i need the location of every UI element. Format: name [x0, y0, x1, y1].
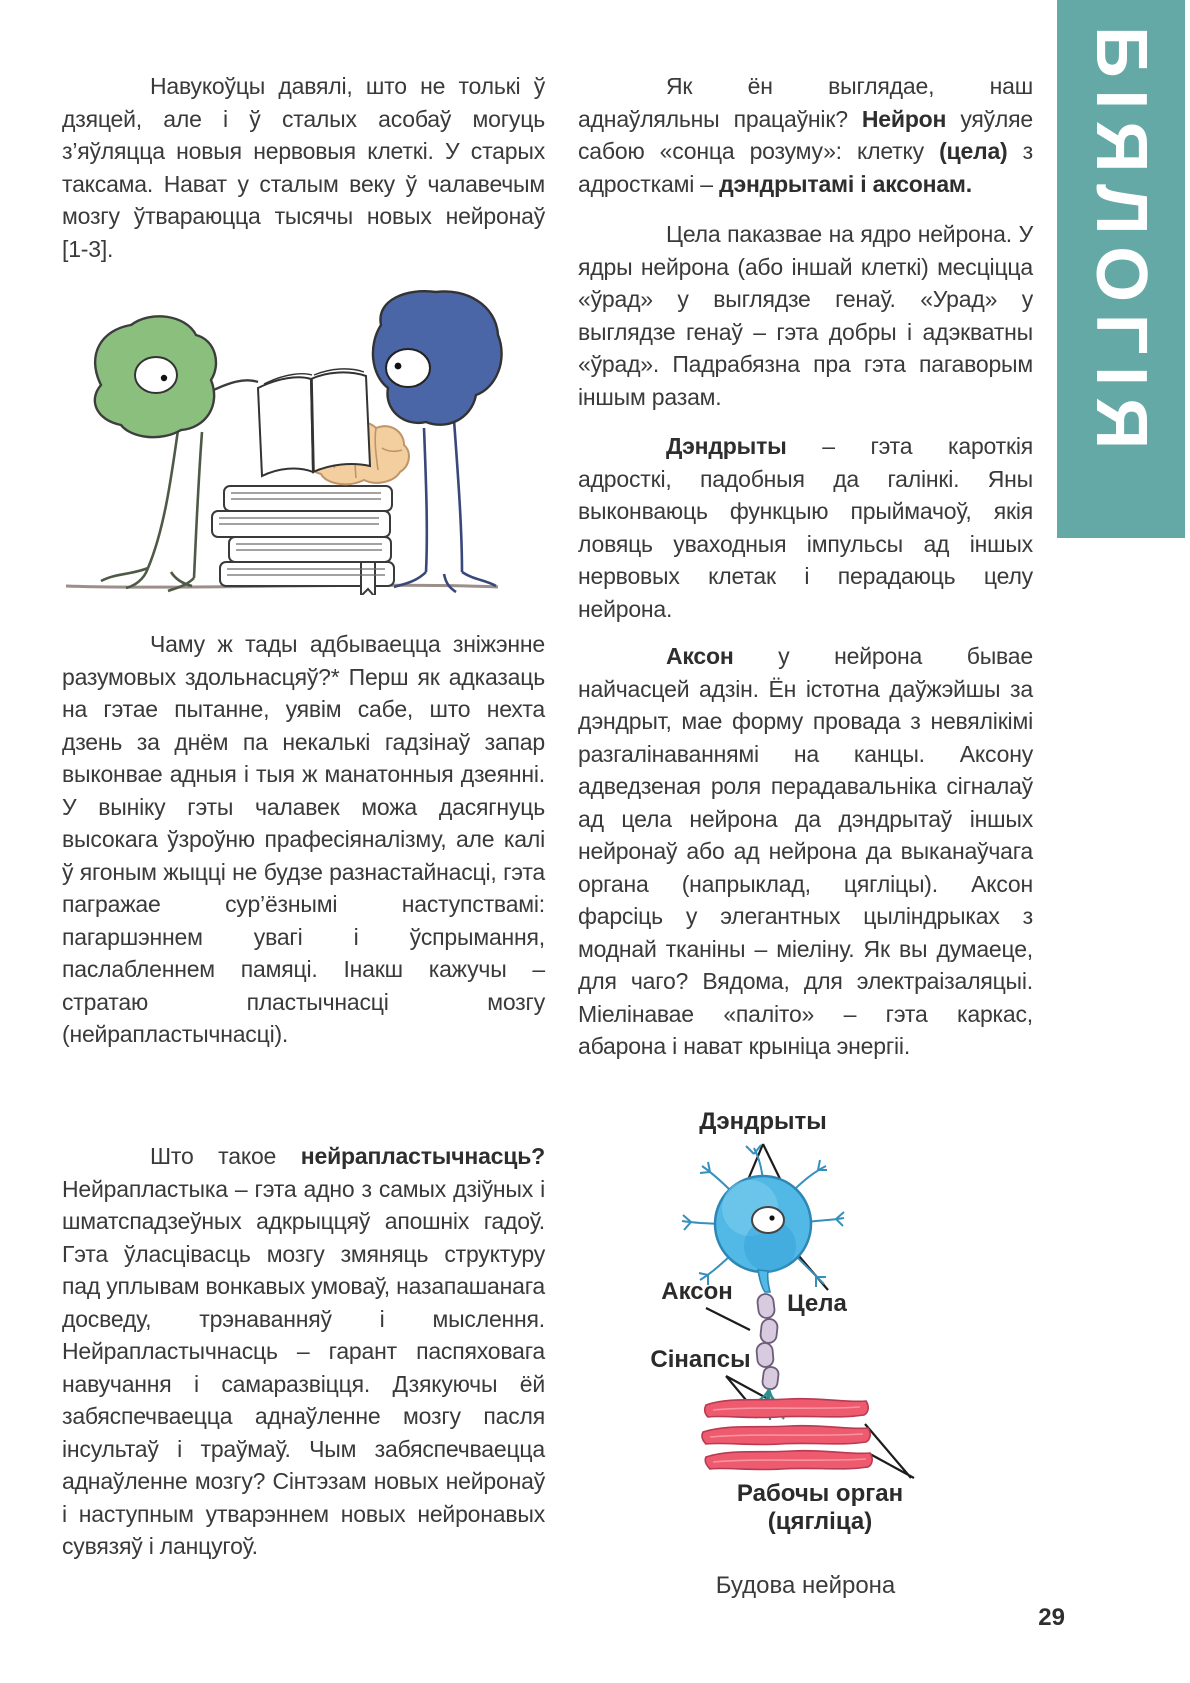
page-number: 29 — [1038, 1604, 1065, 1631]
paragraph-left-1: Навукоўцы давялі, што не толькі ў дзяцей, але і ў сталых асобаў могуць з’яўляцца новыя нервовыя клеткі. У старых таксама. Нават у сталым веку ў чалавечым мозгу ўтвараюцца тысячы новых нейронаў [1-3]. — [62, 73, 545, 262]
label-working-organ-line2: (цягліца) — [767, 1508, 873, 1535]
label-synapses: Сінапсы — [650, 1346, 751, 1373]
cell-body — [715, 1176, 811, 1292]
paragraph-right-1: Як ён выглядае, наш аднаўляльны працаўнік? Нейрон уяўляе сабою «сонца розуму»: клетку (цела) з адросткамі – дэндрытамі і аксонам. — [578, 73, 1033, 197]
label-cell: Цела — [787, 1290, 847, 1317]
paragraph-left-2: Чаму ж тады адбываецца зніжэнне разумовых здольнасцяў?* Перш як адказаць на гэтае пытанне, уявім сабе, што нехта дзень за днём па некалькі гадзінаў запар выконвае адныя і тыя ж манатонныя дзеянні. У выніку гэты чалавек можа дасягнуць высокага ўзроўню прафесіяналізму, але калі ў ягоным жыцці не будзе разнастайнасці, гэта пагражае сур’ёзнымі наступствамі: пагаршэннем увагі і ўспрымання, паслабленнем памяці. Інакш кажучы – стратаю пластычнасці мозгу (нейрапластычнасці). — [62, 631, 545, 1047]
book-stack — [212, 486, 394, 595]
label-working-organ — [670, 1480, 970, 1536]
muscle-fibres — [702, 1399, 872, 1470]
label-dendrites: Дэндрыты — [699, 1108, 827, 1135]
green-neuron-head — [95, 316, 216, 437]
paragraph-left-3: Што такое нейрапластычнасць? Нейрапластыка – гэта адно з самых дзіўных і шматспадзеўных адкрыццяў апошніх гадоў. Гэта ўласцівасць мозгу змяняць структуру пад уплывам вонкавых умоваў, назапашанага досведу, трэнаванняў і мыслення. Нейрапластычнасць – гарант паспяховага навучання і самаразвіцця. Дзякуючы ёй забяспечваецца аднаўленне мозгу пасля інсультаў і траўмаў. Чым забяспечваецца аднаўленне мозгу? Сінтэзам новых нейронаў і наступным утварэннем новых нейронавых сувязяў і ланцугоў. — [62, 1143, 545, 1559]
green-neuron-eye — [135, 357, 177, 393]
section-tab — [1057, 0, 1185, 538]
green-neuron-pupil — [161, 375, 167, 381]
green-neuron-body — [101, 430, 202, 591]
bookmark-ribbon — [361, 562, 375, 595]
neuron-structure-diagram — [578, 1092, 1033, 1562]
open-book — [258, 369, 370, 476]
nucleolus — [769, 1215, 774, 1220]
blue-neuron-body — [394, 420, 496, 592]
label-working-organ-line1: Рабочы орган — [736, 1480, 904, 1507]
paragraph-right-4: Аксон у нейрона бывае найчасцей адзін. Ён істотна даўжэйшы за дэндрыт, мае форму провада з невялікімі разгалінаваннямі на канцы. Аксону адведзеная роля перадавальніка сігналаў ад цела нейрона да дэндрытаў іншых нейронаў або ад нейрона да выканаўчага органа (напрыклад, цягліцы). Аксон фарсіць у элегантных цыліндрыках з моднай тканіны – міеліну. Як вы думаеце, для чаго? Вядома, для электраізаляцыі. Міелінавае «паліто» – гэта каркас, абарона і нават крыніца энергіі. — [578, 643, 1033, 1059]
nucleus — [752, 1207, 784, 1233]
figure-caption: Будова нейрона — [715, 1572, 896, 1599]
label-axon: Аксон — [661, 1278, 733, 1305]
blue-neuron-eye — [386, 349, 430, 387]
paragraph-right-3: Дэндрыты – гэта кароткія адросткі, падобныя да галінкі. Яны выконваюць функцыю прыймачоў, якія ловяць уваходныя імпульсы ад іншых нервовых клетак і перадаюць целу нейрона. — [578, 433, 1033, 622]
paragraph-right-2: Цела паказвае на ядро нейрона. У ядры нейрона (або іншай клеткі) месціцца «ўрад» у выглядзе генаў. «Урад» у выглядзе генаў – гэта добры і адэкватны «ўрад». Падрабязна пра гэта пагаворым іншым разам. — [578, 221, 1033, 410]
neurons-reading-books-illustration — [26, 280, 531, 595]
blue-neuron-pupil — [395, 363, 402, 370]
section-title-vertical: БІЯЛОГІЯ — [1081, 26, 1161, 461]
blue-neuron-head — [373, 291, 502, 424]
